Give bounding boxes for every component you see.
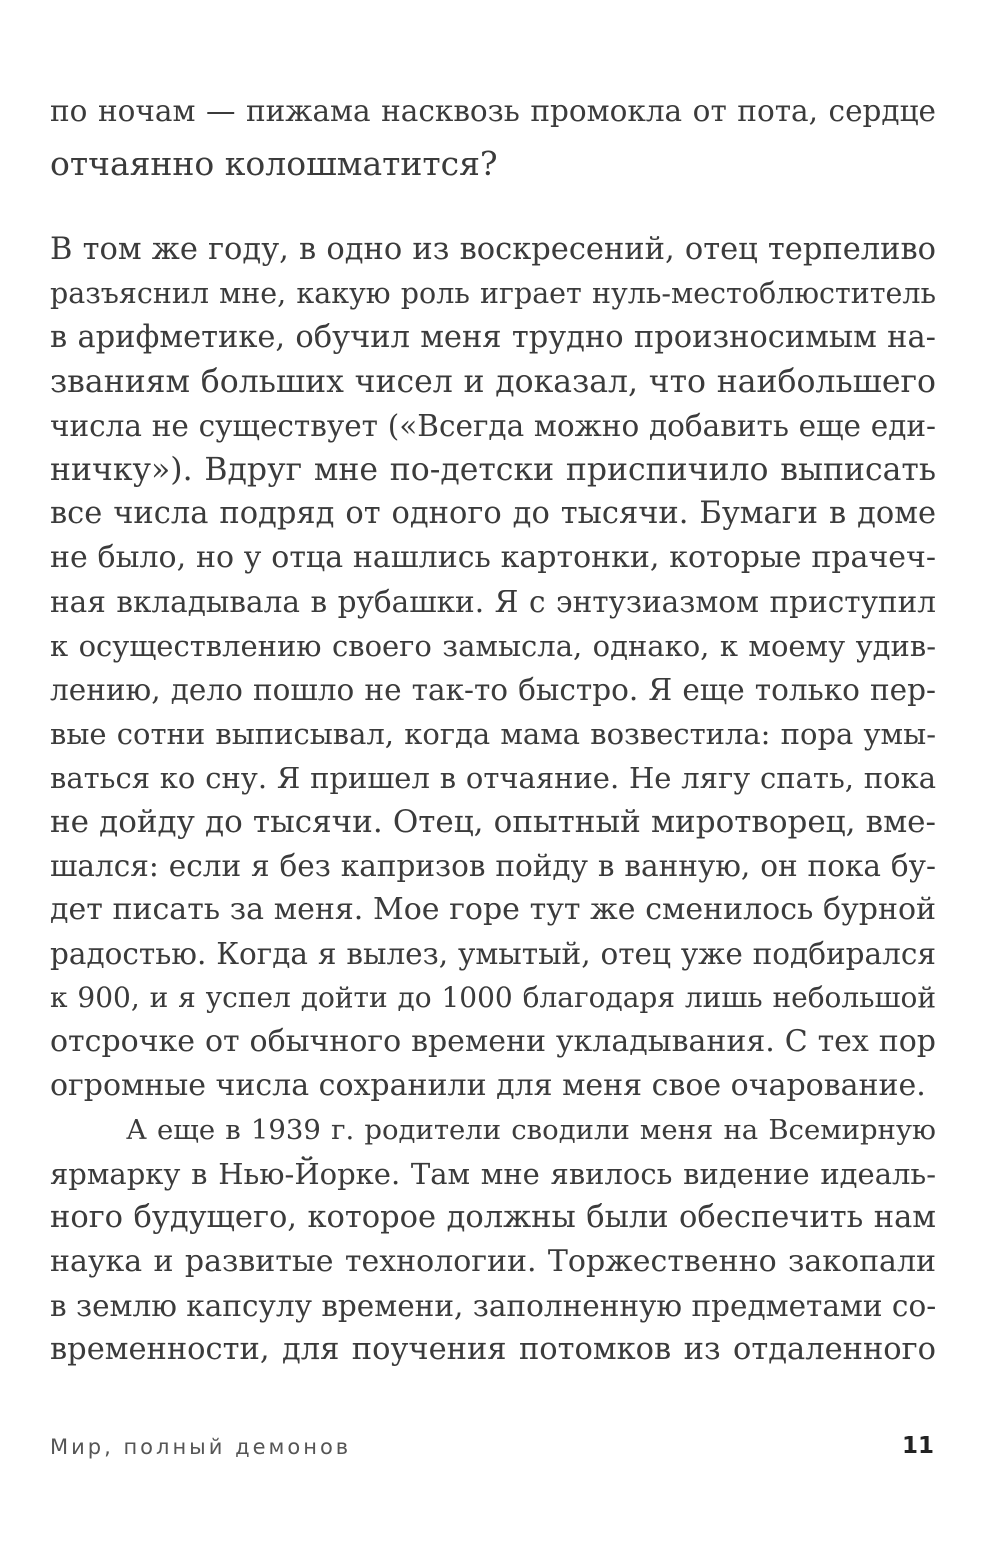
text-line: огромные числа сохранили для меня свое очарование. <box>50 1068 926 1103</box>
text-line: не было, но у отца нашлись картонки, которые прачеч- <box>50 540 936 575</box>
text-line: все числа подряд от одного до тысячи. Бумаги в доме <box>50 496 936 531</box>
text-line: в арифметике, обучил меня трудно произносимым на- <box>50 320 936 355</box>
text-line: отсрочке от обычного времени укладывания. С тех пор <box>50 1024 936 1059</box>
text-line: к осуществлению своего замысла, однако, к моему удив- <box>50 629 936 663</box>
text-line: по ночам — пижама насквозь промокла от пота, сердце <box>50 94 936 128</box>
text-line: не дойду до тысячи. Отец, опытный миротворец, вме- <box>50 804 936 840</box>
text-line: званиям больших чисел и доказал, что наибольшего <box>50 364 936 400</box>
text-line: ничку»). Вдруг мне по-детски приспичило выписать <box>50 452 936 488</box>
text-line: в землю капсулу времени, заполненную предметами со- <box>50 1289 937 1323</box>
text-line: вые сотни выписывал, когда мама возвестила: пора умы- <box>50 717 936 751</box>
text-line: шался: если я без капризов пойду в ванную, он пока бу- <box>50 849 936 883</box>
page-number: 11 <box>901 1433 934 1459</box>
text-line: дет писать за меня. Мое горе тут же сменилось бурной <box>50 892 936 927</box>
text-line: ярмарку в Нью-Йорке. Там мне явилось видение идеаль- <box>50 1157 936 1191</box>
text-line: наука и развитые технологии. Торжественно закопали <box>50 1244 936 1279</box>
text-line: числа не существует («Всегда можно добавить еще еди- <box>50 409 936 443</box>
text-line: лению, дело пошло не так-то быстро. Я еще только пер- <box>50 673 936 707</box>
text-line: отчаянно колошматится? <box>50 144 498 183</box>
text-line: разъяснил мне, какую роль играет нуль-местоблюститель <box>50 277 936 310</box>
text-line: В том же году, в одно из воскресений, отец терпеливо <box>50 232 936 267</box>
text-line: А еще в 1939 г. родители сводили меня на Всемирную <box>126 1114 936 1146</box>
text-line: ваться ко сну. Я пришел в отчаяние. Не лягу спать, пока <box>50 761 936 795</box>
text-line: временности, для поучения потомков из отдаленного <box>50 1332 936 1367</box>
text-line: радостью. Когда я вылез, умытый, отец уже подбирался <box>50 937 936 971</box>
running-footer-title: Мир, полный демонов <box>50 1435 352 1459</box>
text-line: к 900, и я успел дойти до 1000 благодаря лишь небольшой <box>50 981 936 1014</box>
text-line: ного будущего, которое должны были обеспечить нам <box>50 1200 936 1235</box>
text-line: ная вкладывала в рубашки. Я с энтузиазмом приступил <box>50 585 936 619</box>
